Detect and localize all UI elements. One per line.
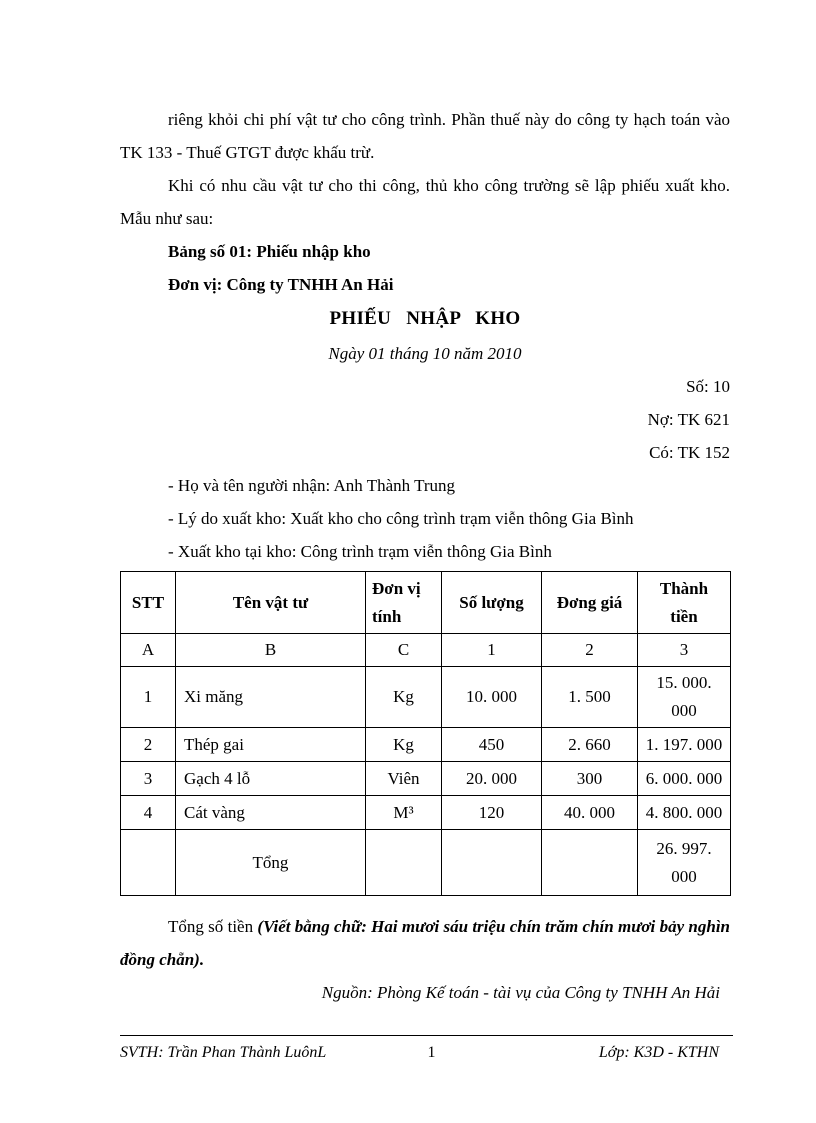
- cell-stt: 3: [121, 762, 176, 796]
- total-empty-price: [542, 830, 638, 896]
- cell-price: 40. 000: [542, 796, 638, 830]
- paragraph-tax-note: riêng khỏi chi phí vật tư cho công trình. Phần thuế này do công ty hạch toán vào TK 133 - Thuế GTGT được khấu trừ.: [120, 110, 730, 162]
- total-value: 26. 997. 000: [638, 830, 731, 896]
- total-empty-stt: [121, 830, 176, 896]
- page-number: 1: [427, 1044, 436, 1061]
- document-title: PHIẾU NHẬP KHO: [329, 308, 521, 329]
- header-unit: Đơn vị tính: [366, 572, 442, 634]
- document-date: Ngày 01 tháng 10 năm 2010: [328, 344, 522, 363]
- paragraph-intro: Khi có nhu cầu vật tư cho thi công, thủ kho công trường sẽ lập phiếu xuất kho. Mẫu như sau:: [120, 176, 730, 228]
- cell-name: Cát vàng: [176, 796, 366, 830]
- subheader-stt: A: [121, 634, 176, 667]
- subheader-total: 3: [638, 634, 731, 667]
- subheader-unit: C: [366, 634, 442, 667]
- cell-stt: 4: [121, 796, 176, 830]
- cell-qty: 10. 000: [442, 667, 542, 728]
- total-label: Tổng: [176, 830, 366, 896]
- materials-table: [120, 571, 731, 896]
- amount-words: (Viết bằng chữ: Hai mươi sáu triệu chín trăm chín mươi bảy nghìn đồng chẵn).: [120, 917, 730, 969]
- cell-qty: 20. 000: [442, 762, 542, 796]
- amount-in-words-line: [120, 910, 730, 976]
- document-number: Số: 10: [686, 377, 730, 396]
- warehouse-line: - Xuất kho tại kho: Công trình trạm viễn thông Gia Bình: [168, 542, 552, 561]
- subheader-name: B: [176, 634, 366, 667]
- cell-name: Thép gai: [176, 728, 366, 762]
- cell-total: 4. 800. 000: [638, 796, 731, 830]
- table-row: [121, 762, 731, 796]
- debit-account: Nợ: TK 621: [647, 410, 730, 429]
- source-line: Nguồn: Phòng Kế toán - tài vụ của Công ty TNHH An Hải: [321, 983, 720, 1002]
- subheader-price: 2: [542, 634, 638, 667]
- cell-total: 15. 000. 000: [638, 667, 731, 728]
- receiver-line: - Họ và tên người nhận: Anh Thành Trung: [168, 476, 456, 495]
- cell-name: Gạch 4 lỗ: [176, 762, 366, 796]
- cell-price: 300: [542, 762, 638, 796]
- table-header-row: [121, 572, 731, 634]
- reason-line: - Lý do xuất kho: Xuất kho cho công trình trạm viễn thông Gia Bình: [168, 509, 634, 528]
- subheader-qty: 1: [442, 634, 542, 667]
- total-empty-qty: [442, 830, 542, 896]
- page-footer: [120, 1035, 733, 1064]
- table-caption: Bảng số 01: Phiếu nhập kho: [168, 242, 371, 261]
- cell-stt: 1: [121, 667, 176, 728]
- cell-unit: M³: [366, 796, 442, 830]
- table-total-row: [121, 830, 731, 896]
- cell-unit: Viên: [366, 762, 442, 796]
- amount-prefix: Tổng số tiền: [168, 917, 258, 936]
- table-row: [121, 728, 731, 762]
- table-row: [121, 796, 731, 830]
- company-unit-line: Đơn vị: Công ty TNHH An Hải: [168, 275, 394, 294]
- cell-total: 1. 197. 000: [638, 728, 731, 762]
- total-empty-unit: [366, 830, 442, 896]
- cell-qty: 120: [442, 796, 542, 830]
- table-subheader-row: [121, 634, 731, 667]
- cell-stt: 2: [121, 728, 176, 762]
- cell-name: Xi măng: [176, 667, 366, 728]
- table-row: [121, 667, 731, 728]
- header-price: Đơng giá: [542, 572, 638, 634]
- footer-author: SVTH: Trần Phan Thành LuônL: [120, 1044, 327, 1061]
- cell-total: 6. 000. 000: [638, 762, 731, 796]
- header-qty: Số lượng: [442, 572, 542, 634]
- cell-price: 1. 500: [542, 667, 638, 728]
- footer-class: Lớp: K3D - KTHN: [598, 1044, 719, 1061]
- credit-account: Có: TK 152: [649, 443, 730, 462]
- cell-price: 2. 660: [542, 728, 638, 762]
- cell-unit: Kg: [366, 728, 442, 762]
- cell-qty: 450: [442, 728, 542, 762]
- header-total: Thành tiền: [638, 572, 731, 634]
- header-stt: STT: [121, 572, 176, 634]
- header-name: Tên vật tư: [176, 572, 366, 634]
- cell-unit: Kg: [366, 667, 442, 728]
